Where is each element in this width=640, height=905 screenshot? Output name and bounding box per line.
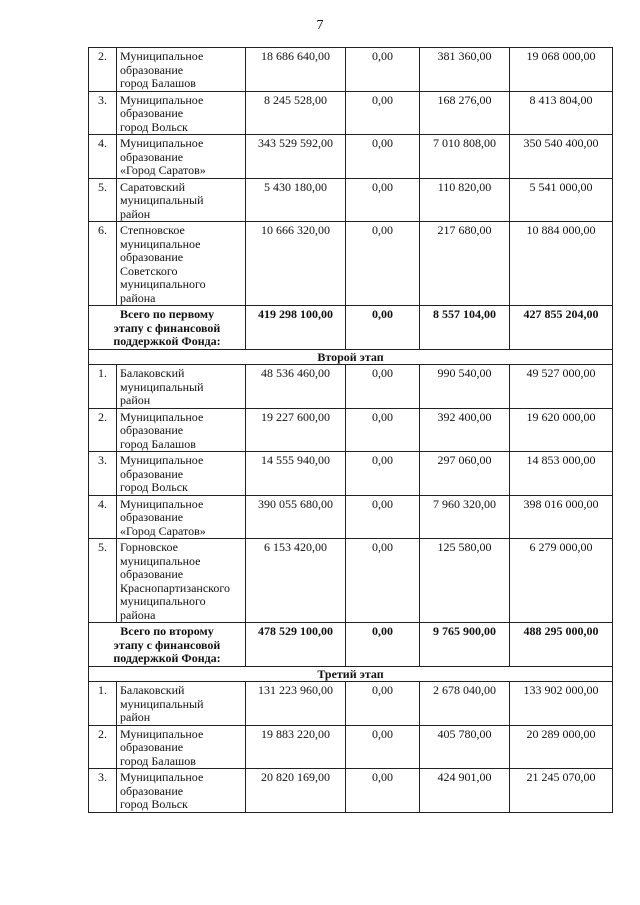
amount-total: 21 245 070,00: [510, 769, 613, 813]
amount-total: 133 902 000,00: [510, 682, 613, 726]
total-sum: 488 295 000,00: [510, 623, 613, 667]
municipality-name: Муниципальное образование «Город Саратов»: [117, 495, 246, 539]
total-fund: 419 298 100,00: [246, 306, 346, 350]
row-number: 1.: [89, 682, 117, 726]
amount-total: 14 853 000,00: [510, 452, 613, 496]
amount-fund: 390 055 680,00: [246, 495, 346, 539]
municipality-name: Муниципальное образование город Вольск: [117, 452, 246, 496]
amount-col2: 0,00: [346, 91, 420, 135]
row-number: 5.: [89, 178, 117, 222]
amount-col3: 7 960 320,00: [420, 495, 510, 539]
stage-total-label: Всего по второму этапу с финансовой поддержкой Фонда:: [89, 623, 246, 667]
page-number: 7: [316, 18, 324, 33]
funding-table-body: [89, 48, 613, 813]
amount-col3: 990 540,00: [420, 365, 510, 409]
row-number: 2.: [89, 48, 117, 92]
total-col3: 8 557 104,00: [420, 306, 510, 350]
amount-col3: 381 360,00: [420, 48, 510, 92]
amount-col2: 0,00: [346, 495, 420, 539]
amount-total: 19 620 000,00: [510, 408, 613, 452]
municipality-name: Степновское муниципальное образование Советского муниципального района: [117, 222, 246, 306]
table-row: [89, 135, 613, 179]
total-col2: 0,00: [346, 306, 420, 350]
table-row: [89, 91, 613, 135]
table-row: [89, 495, 613, 539]
amount-total: 20 289 000,00: [510, 725, 613, 769]
amount-fund: 19 227 600,00: [246, 408, 346, 452]
municipality-name: Саратовский муниципальный район: [117, 178, 246, 222]
table-row: [89, 365, 613, 409]
amount-col2: 0,00: [346, 48, 420, 92]
amount-col2: 0,00: [346, 408, 420, 452]
amount-total: 350 540 400,00: [510, 135, 613, 179]
amount-col3: 110 820,00: [420, 178, 510, 222]
row-number: 4.: [89, 135, 117, 179]
row-number: 5.: [89, 539, 117, 623]
stage-title: Второй этап: [89, 349, 613, 365]
row-number: 2.: [89, 725, 117, 769]
total-fund: 478 529 100,00: [246, 623, 346, 667]
row-number: 3.: [89, 769, 117, 813]
municipality-name: Муниципальное образование город Балашов: [117, 48, 246, 92]
amount-total: 398 016 000,00: [510, 495, 613, 539]
municipality-name: Балаковский муниципальный район: [117, 365, 246, 409]
amount-total: 8 413 804,00: [510, 91, 613, 135]
amount-col3: 405 780,00: [420, 725, 510, 769]
stage-total-row: [89, 306, 613, 350]
amount-col3: 217 680,00: [420, 222, 510, 306]
total-col2: 0,00: [346, 623, 420, 667]
table-row: [89, 408, 613, 452]
row-number: 3.: [89, 91, 117, 135]
amount-col3: 297 060,00: [420, 452, 510, 496]
amount-total: 10 884 000,00: [510, 222, 613, 306]
amount-col2: 0,00: [346, 178, 420, 222]
table-row: [89, 48, 613, 92]
table-row: [89, 222, 613, 306]
municipality-name: Муниципальное образование город Вольск: [117, 769, 246, 813]
amount-col2: 0,00: [346, 365, 420, 409]
municipality-name: Муниципальное образование город Балашов: [117, 408, 246, 452]
amount-fund: 8 245 528,00: [246, 91, 346, 135]
amount-col2: 0,00: [346, 682, 420, 726]
funding-table: [88, 47, 613, 813]
amount-col2: 0,00: [346, 769, 420, 813]
total-col3: 9 765 900,00: [420, 623, 510, 667]
table-row: [89, 725, 613, 769]
amount-col2: 0,00: [346, 452, 420, 496]
table-row: [89, 539, 613, 623]
amount-col3: 2 678 040,00: [420, 682, 510, 726]
table-row: [89, 178, 613, 222]
amount-col3: 7 010 808,00: [420, 135, 510, 179]
amount-col2: 0,00: [346, 222, 420, 306]
municipality-name: Балаковский муниципальный район: [117, 682, 246, 726]
municipality-name: Горновское муниципальное образование Краснопартизанского муниципального района: [117, 539, 246, 623]
amount-col3: 424 901,00: [420, 769, 510, 813]
amount-col3: 168 276,00: [420, 91, 510, 135]
amount-col2: 0,00: [346, 725, 420, 769]
amount-col3: 125 580,00: [420, 539, 510, 623]
amount-fund: 20 820 169,00: [246, 769, 346, 813]
amount-fund: 5 430 180,00: [246, 178, 346, 222]
row-number: 1.: [89, 365, 117, 409]
row-number: 4.: [89, 495, 117, 539]
amount-fund: 6 153 420,00: [246, 539, 346, 623]
amount-col2: 0,00: [346, 135, 420, 179]
stage-header-row: [89, 349, 613, 365]
amount-fund: 19 883 220,00: [246, 725, 346, 769]
municipality-name: Муниципальное образование «Город Саратов»: [117, 135, 246, 179]
amount-fund: 10 666 320,00: [246, 222, 346, 306]
table-row: [89, 769, 613, 813]
stage-total-row: [89, 623, 613, 667]
table-row: [89, 682, 613, 726]
amount-total: 6 279 000,00: [510, 539, 613, 623]
amount-fund: 48 536 460,00: [246, 365, 346, 409]
amount-total: 5 541 000,00: [510, 178, 613, 222]
row-number: 6.: [89, 222, 117, 306]
amount-col3: 392 400,00: [420, 408, 510, 452]
row-number: 2.: [89, 408, 117, 452]
municipality-name: Муниципальное образование город Балашов: [117, 725, 246, 769]
stage-header-row: [89, 666, 613, 682]
amount-col2: 0,00: [346, 539, 420, 623]
municipality-name: Муниципальное образование город Вольск: [117, 91, 246, 135]
stage-total-label: Всего по первому этапу с финансовой поддержкой Фонда:: [89, 306, 246, 350]
amount-total: 19 068 000,00: [510, 48, 613, 92]
amount-fund: 14 555 940,00: [246, 452, 346, 496]
row-number: 3.: [89, 452, 117, 496]
table-row: [89, 452, 613, 496]
stage-title: Третий этап: [89, 666, 613, 682]
amount-total: 49 527 000,00: [510, 365, 613, 409]
total-sum: 427 855 204,00: [510, 306, 613, 350]
amount-fund: 343 529 592,00: [246, 135, 346, 179]
amount-fund: 131 223 960,00: [246, 682, 346, 726]
amount-fund: 18 686 640,00: [246, 48, 346, 92]
